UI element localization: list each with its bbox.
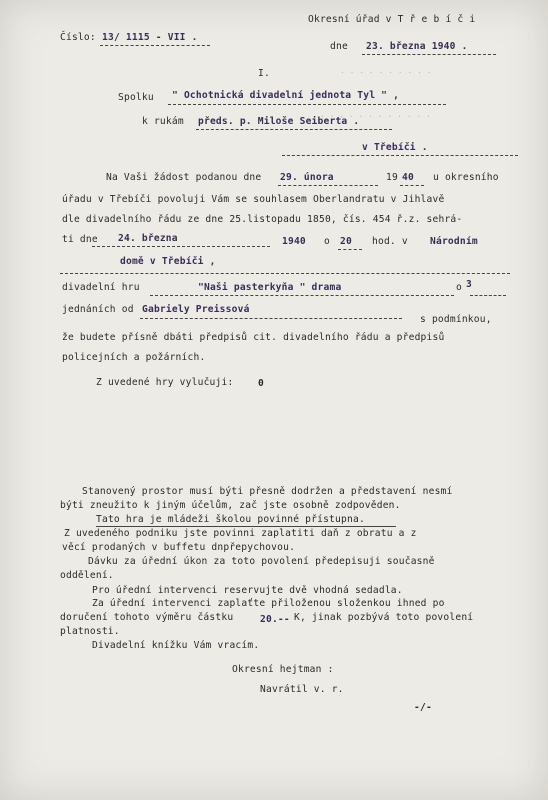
cond-p5: Pro úřední intervenci reservujte dvě vhodná sedadla. <box>92 585 403 596</box>
body-l6b: "Naši pasterkyňa " drama <box>198 282 342 293</box>
body-l9: policejních a požárních. <box>62 352 206 363</box>
signature-name: Navrátil v. r. <box>260 684 344 695</box>
body-l3: dle divadelního řádu ze dne 25.listopadu 1850, čís. 454 ř.z. sehrá- <box>62 214 463 225</box>
city-underline <box>282 155 518 156</box>
cond-p6a: Za úřední intervenci zaplaťte přiloženou složenkou ihned po <box>92 598 445 609</box>
city-value: v Třebíči . <box>362 142 428 153</box>
body-l6a: divadelní hru <box>62 282 140 293</box>
body-l4d: o <box>324 236 330 247</box>
cond-p6e: platnosti. <box>60 626 120 637</box>
cond-p4b: oddělení. <box>60 570 114 581</box>
cond-p2-underline <box>96 526 396 527</box>
rukam-label: k rukám <box>142 116 184 127</box>
rukam-underline <box>196 129 392 130</box>
body-l8: že budete přísně dbáti předpisů cit. divadelního řádu a předpisů <box>62 332 445 343</box>
body-l4b: 24. března <box>118 233 178 244</box>
body-l4e-underline <box>338 249 362 250</box>
spolku-label: Spolku <box>118 92 154 103</box>
body-l7a: jednáních od <box>62 304 134 315</box>
body-l6d-underline <box>470 295 506 296</box>
cond-p4a: Dávku za úřední úkon za toto povolení předepisuji současně <box>88 556 435 567</box>
body-l7b: Gabriely Preissová <box>142 304 250 315</box>
exclude-label: Z uvedené hry vylučuji: <box>96 377 234 388</box>
body-l1b: 29. února <box>280 172 334 183</box>
body-l6d: 3 <box>466 279 472 290</box>
body-l1b-underline <box>278 185 378 186</box>
cond-p1b: býti zneužito k jiným účelům, zač jste osobně zodpověden. <box>60 500 401 511</box>
body-l4c: 1940 <box>282 236 306 247</box>
cislo-label: Číslo: <box>60 32 96 43</box>
date-value: 23. března 1940 . <box>366 41 468 52</box>
section-number: I. <box>258 68 270 79</box>
body-l4b-underline <box>92 246 270 247</box>
show-through-text: · · · · · · · · · · · · <box>320 112 431 121</box>
spolku-value: " Ochotnická divadelní jednota Tyl " , <box>172 90 400 101</box>
cond-p2: Tato hra je mládeži školou povinné přístupna. <box>96 514 365 525</box>
body-l4f: hod. v <box>372 236 408 247</box>
body-l4g: Národním <box>430 236 478 247</box>
signature-title: Okresní hejtman : <box>232 664 334 675</box>
cond-p1a: Stanovený prostor musí býti přesně dodržen a představení nesmí <box>82 486 453 497</box>
body-l5-underline <box>60 273 510 274</box>
cond-p7: Divadelní knížku Vám vracím. <box>92 640 260 651</box>
body-l7b-underline <box>140 318 402 319</box>
rukam-value: předs. p. Miloše Seiberta . <box>198 116 360 127</box>
body-l4e: 20 <box>340 236 352 247</box>
closing-mark: -/- <box>414 702 432 713</box>
body-l1d: 40 <box>402 172 414 183</box>
body-l1d-underline <box>400 185 424 186</box>
body-l1c: 19 <box>386 172 398 183</box>
spolku-underline <box>168 104 446 105</box>
cond-p3a: Z uvedeného podniku jste povinni zaplatiti daň z obratu a z <box>64 528 417 539</box>
cond-p6b: doručení tohoto výměru částku <box>60 612 234 623</box>
body-l1e: u okresního <box>433 172 499 183</box>
cislo-value: 13/ 1115 - VII . <box>102 32 198 43</box>
body-l4a: ti dne <box>62 234 98 245</box>
body-l2: úřadu v Třebíči povoluji Vám se souhlasem Oberlandratu v Jihlavě <box>62 194 445 205</box>
office-name: Okresní úřad v T ř e b í č i <box>308 14 476 25</box>
date-underline <box>362 54 496 55</box>
cislo-underline <box>100 45 210 46</box>
cond-p3b: věcí prodaných v buffetu dnpřepychovou. <box>62 542 296 553</box>
exclude-mark: 0 <box>258 378 264 389</box>
date-prefix: dne <box>330 41 348 52</box>
body-l7c: s podmínkou, <box>420 314 492 325</box>
body-l6b-underline <box>150 295 454 296</box>
body-l5: domě v Třebíči , <box>120 256 216 267</box>
cond-p6d: K, jinak pozbývá toto povolení <box>294 612 474 623</box>
cond-p6c: 20.-- <box>260 614 290 625</box>
body-l6c: o <box>456 282 462 293</box>
show-through-text: · · · · · · · · · · <box>340 68 432 77</box>
body-l1a: Na Vaši žádost podanou dne <box>106 172 262 183</box>
